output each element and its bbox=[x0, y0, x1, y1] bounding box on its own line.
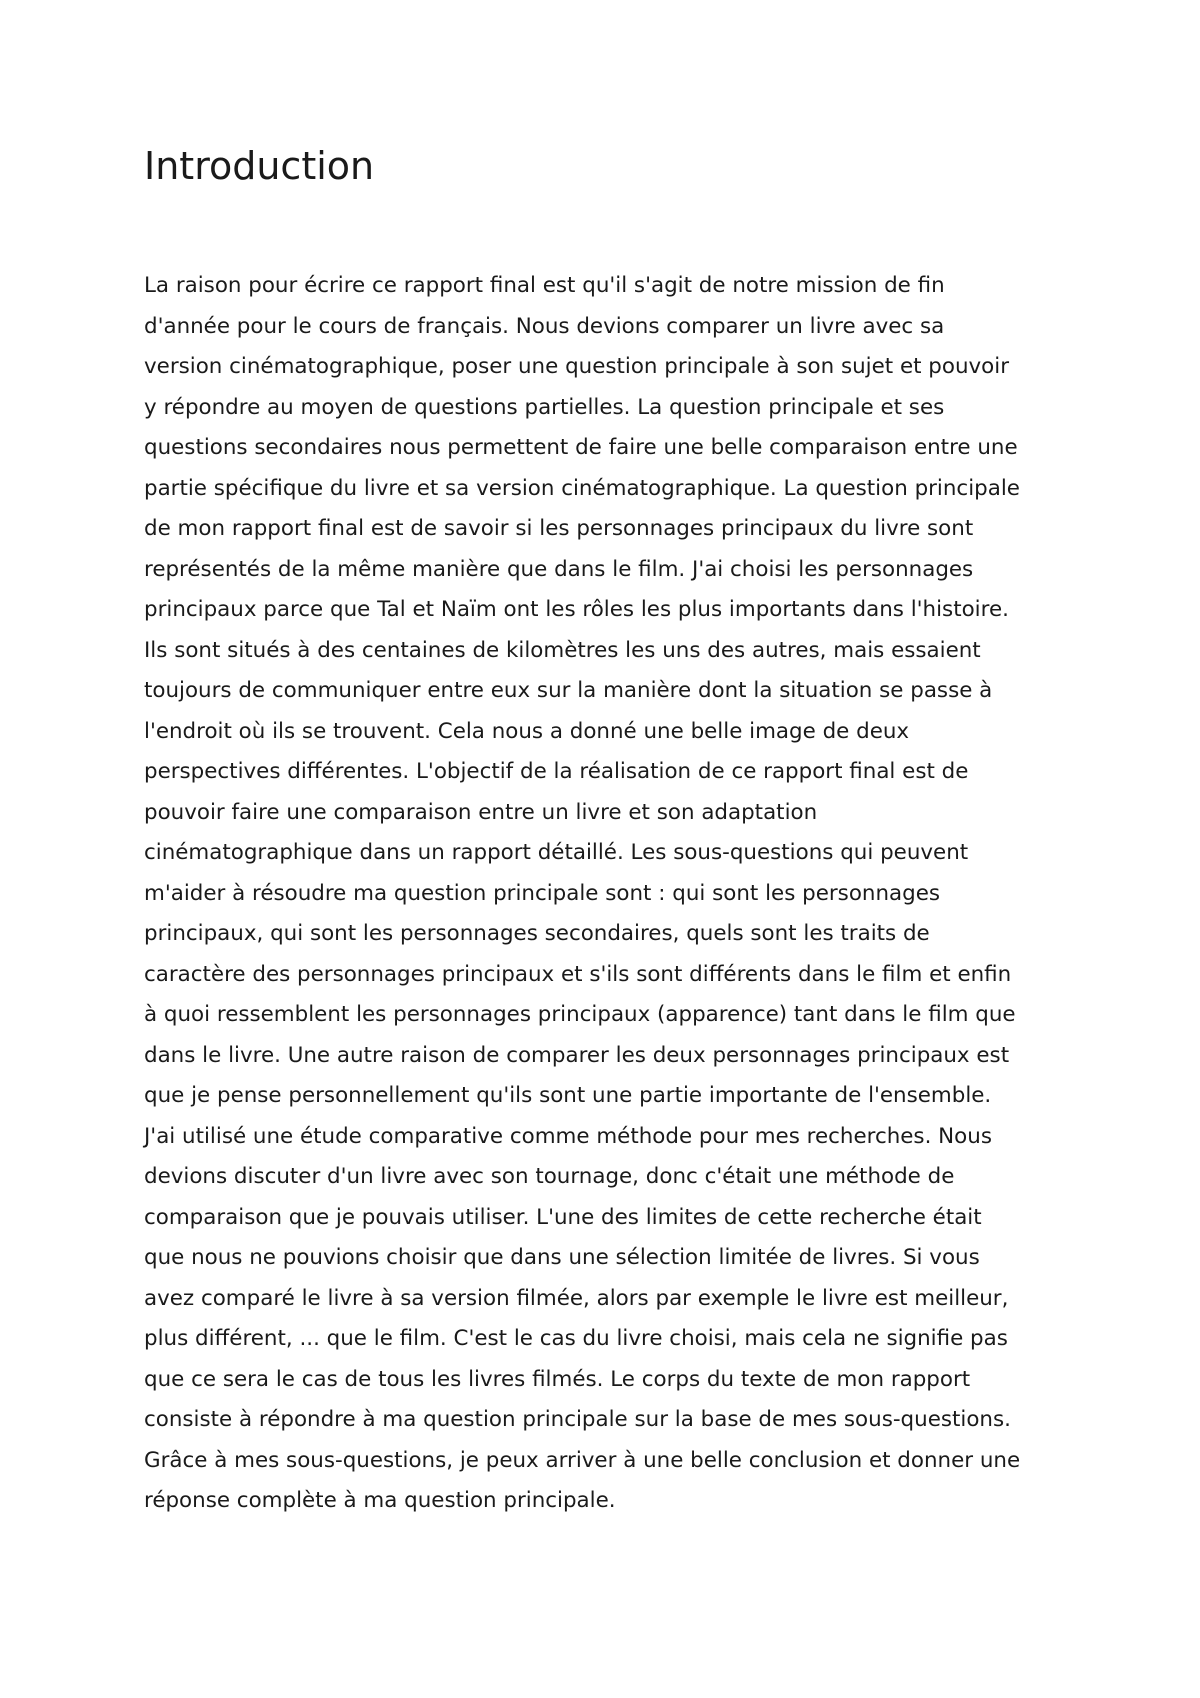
paragraph-line: d'année pour le cours de français. Nous devions comparer un livre avec sa bbox=[144, 313, 945, 339]
paragraph-line: caractère des personnages principaux et s'ils sont différents dans le film et enfin bbox=[144, 961, 1012, 987]
paragraph-line: questions secondaires nous permettent de faire une belle comparaison entre une bbox=[144, 435, 1018, 460]
introduction-paragraph bbox=[144, 266, 1084, 1522]
paragraph-line: représentés de la même manière que dans le film. J'ai choisi les personnages bbox=[144, 556, 974, 582]
paragraph-line: l'endroit où ils se trouvent. Cela nous a donné une belle image de deux bbox=[144, 718, 910, 744]
paragraph-line: que je pense personnellement qu'ils sont une partie importante de l'ensemble. bbox=[144, 1083, 992, 1108]
paragraph-line: cinématographique dans un rapport détaillé. Les sous-questions qui peuvent bbox=[144, 840, 969, 865]
paragraph-line: Ils sont situés à des centaines de kilomètres les uns des autres, mais essaient bbox=[144, 637, 981, 663]
paragraph-line: version cinématographique, poser une question principale à son sujet et pouvoir bbox=[144, 354, 1009, 379]
paragraph-line: perspectives différentes. L'objectif de la réalisation de ce rapport final est de bbox=[144, 759, 969, 784]
paragraph-line: m'aider à résoudre ma question principale sont : qui sont les personnages bbox=[144, 880, 941, 906]
paragraph-line: partie spécifique du livre et sa version cinématographique. La question principale bbox=[144, 475, 1020, 501]
paragraph-line: dans le livre. Une autre raison de comparer les deux personnages principaux est bbox=[144, 1042, 1010, 1068]
paragraph-line: avez comparé le livre à sa version filmée, alors par exemple le livre est meilleur, bbox=[144, 1285, 1009, 1311]
paragraph-line: consiste à répondre à ma question principale sur la base de mes sous-questions. bbox=[144, 1407, 1011, 1432]
paragraph-line: de mon rapport final est de savoir si les personnages principaux du livre sont bbox=[144, 516, 974, 541]
paragraph-line: toujours de communiquer entre eux sur la manière dont la situation se passe à bbox=[144, 678, 993, 703]
paragraph-line: que ce sera le cas de tous les livres filmés. Le corps du texte de mon rapport bbox=[144, 1366, 971, 1392]
section-heading: Introduction bbox=[144, 144, 375, 188]
paragraph-line: réponse complète à ma question principale. bbox=[144, 1488, 616, 1513]
paragraph-line: pouvoir faire une comparaison entre un livre et son adaptation bbox=[144, 799, 818, 825]
paragraph-line: plus différent, ... que le film. C'est le cas du livre choisi, mais cela ne signifie pas bbox=[144, 1326, 1008, 1351]
paragraph-line: y répondre au moyen de questions partielles. La question principale et ses bbox=[144, 394, 945, 420]
paragraph-line: principaux parce que Tal et Naïm ont les rôles les plus importants dans l'histoire. bbox=[144, 597, 1009, 622]
paragraph-line: que nous ne pouvions choisir que dans une sélection limitée de livres. Si vous bbox=[144, 1245, 980, 1270]
paragraph-line: devions discuter d'un livre avec son tournage, donc c'était une méthode de bbox=[144, 1164, 955, 1189]
paragraph-line: à quoi ressemblent les personnages principaux (apparence) tant dans le film que bbox=[144, 1002, 1016, 1027]
paragraph-line: La raison pour écrire ce rapport final est qu'il s'agit de notre mission de fin bbox=[144, 273, 945, 298]
paragraph-line: principaux, qui sont les personnages secondaires, quels sont les traits de bbox=[144, 921, 930, 946]
paragraph-line: comparaison que je pouvais utiliser. L'une des limites de cette recherche était bbox=[144, 1204, 982, 1230]
paragraph-line: Grâce à mes sous-questions, je peux arriver à une belle conclusion et donner une bbox=[144, 1447, 1021, 1473]
paragraph-line: J'ai utilisé une étude comparative comme méthode pour mes recherches. Nous bbox=[144, 1123, 992, 1149]
